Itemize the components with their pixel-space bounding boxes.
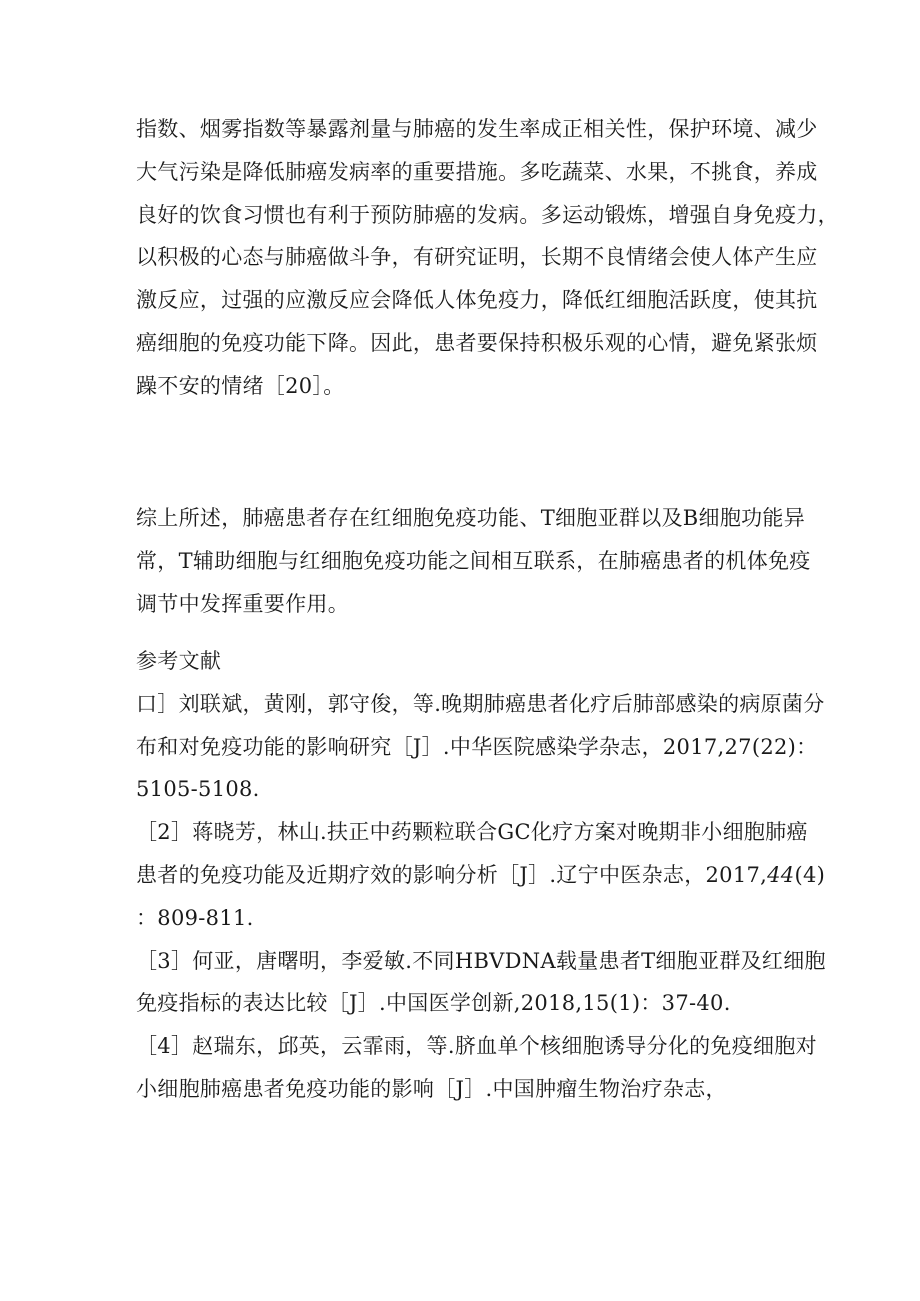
reference-line: 5105-5108. bbox=[136, 777, 260, 802]
reference-item-2 bbox=[136, 811, 826, 939]
reference-line: ［4］赵瑞东，邱英，云霏雨，等.脐血单个核细胞诱导分化的免疫细胞对 bbox=[136, 1034, 817, 1059]
reference-item-1 bbox=[136, 683, 825, 811]
paragraph-prevention bbox=[136, 108, 839, 408]
reference-line: ：809-811. bbox=[136, 905, 254, 930]
reference-volume: 44 bbox=[767, 862, 795, 887]
text-line: 指数、烟雾指数等暴露剂量与肺癌的发生率成正相关性，保护环境、减少 bbox=[136, 117, 818, 141]
text-line: 躁不安的情绪［20］。 bbox=[136, 373, 345, 398]
reference-line: 小细胞肺癌患者免疫功能的影响［J］.中国肿瘤生物治疗杂志， bbox=[136, 1076, 727, 1101]
reference-line: 免疫指标的表达比较［J］.中国医学创新,2018,15(1)：37-40. bbox=[136, 991, 731, 1016]
reference-line: 布和对免疫功能的影响研究［J］.中华医院感染学杂志，2017,27(22)： bbox=[136, 734, 818, 759]
paragraph-conclusion bbox=[136, 497, 816, 625]
references-section bbox=[136, 640, 826, 1111]
reference-line: ［2］蒋晓芳，林山.扶正中药颗粒联合GC化疗方案对晚期非小细胞肺癌 bbox=[136, 820, 808, 845]
reference-line bbox=[136, 854, 826, 897]
references-heading: 参考文献 bbox=[136, 649, 222, 673]
text-line: 激反应，过强的应激反应会降低人体免疫力，降低红细胞活跃度，使其抗 bbox=[136, 288, 818, 313]
text-line: 综上所述，肺癌患者存在红细胞免疫功能、T细胞亚群以及B细胞功能异 bbox=[136, 506, 806, 530]
reference-item-4 bbox=[136, 1025, 816, 1111]
text-line: 以积极的心态与肺癌做斗争，有研究证明，长期不良情绪会使人体产生应 bbox=[136, 245, 818, 270]
reference-line: ［3］何亚，唐曙明，李爱敏.不同HBVDNA载量患者T细胞亚群及红细胞 bbox=[136, 948, 826, 973]
text-line: 调节中发挥重要作用。 bbox=[136, 591, 349, 616]
reference-text: 患者的免疫功能及近期疗效的影响分析［J］.辽宁中医杂志，2017, bbox=[136, 862, 768, 887]
text-line: 良好的饮食习惯也有利于预防肺癌的发病。多运动锻炼，增强自身免疫力， bbox=[136, 202, 839, 227]
text-line: 大气污染是降低肺癌发病率的重要措施。多吃蔬菜、水果，不挑食，养成 bbox=[136, 159, 818, 184]
reference-issue: (4) bbox=[794, 862, 826, 887]
text-line: 常，T辅助细胞与红细胞免疫功能之间相互联系，在肺癌患者的机体免疫 bbox=[136, 548, 811, 573]
reference-line: 口］刘联斌，黄刚，郭守俊，等.晚期肺癌患者化疗后肺部感染的病原菌分 bbox=[136, 691, 825, 716]
text-line: 癌细胞的免疫功能下降。因此，患者要保持积极乐观的心情，避免紧张烦 bbox=[136, 330, 818, 355]
reference-item-3 bbox=[136, 940, 826, 1026]
